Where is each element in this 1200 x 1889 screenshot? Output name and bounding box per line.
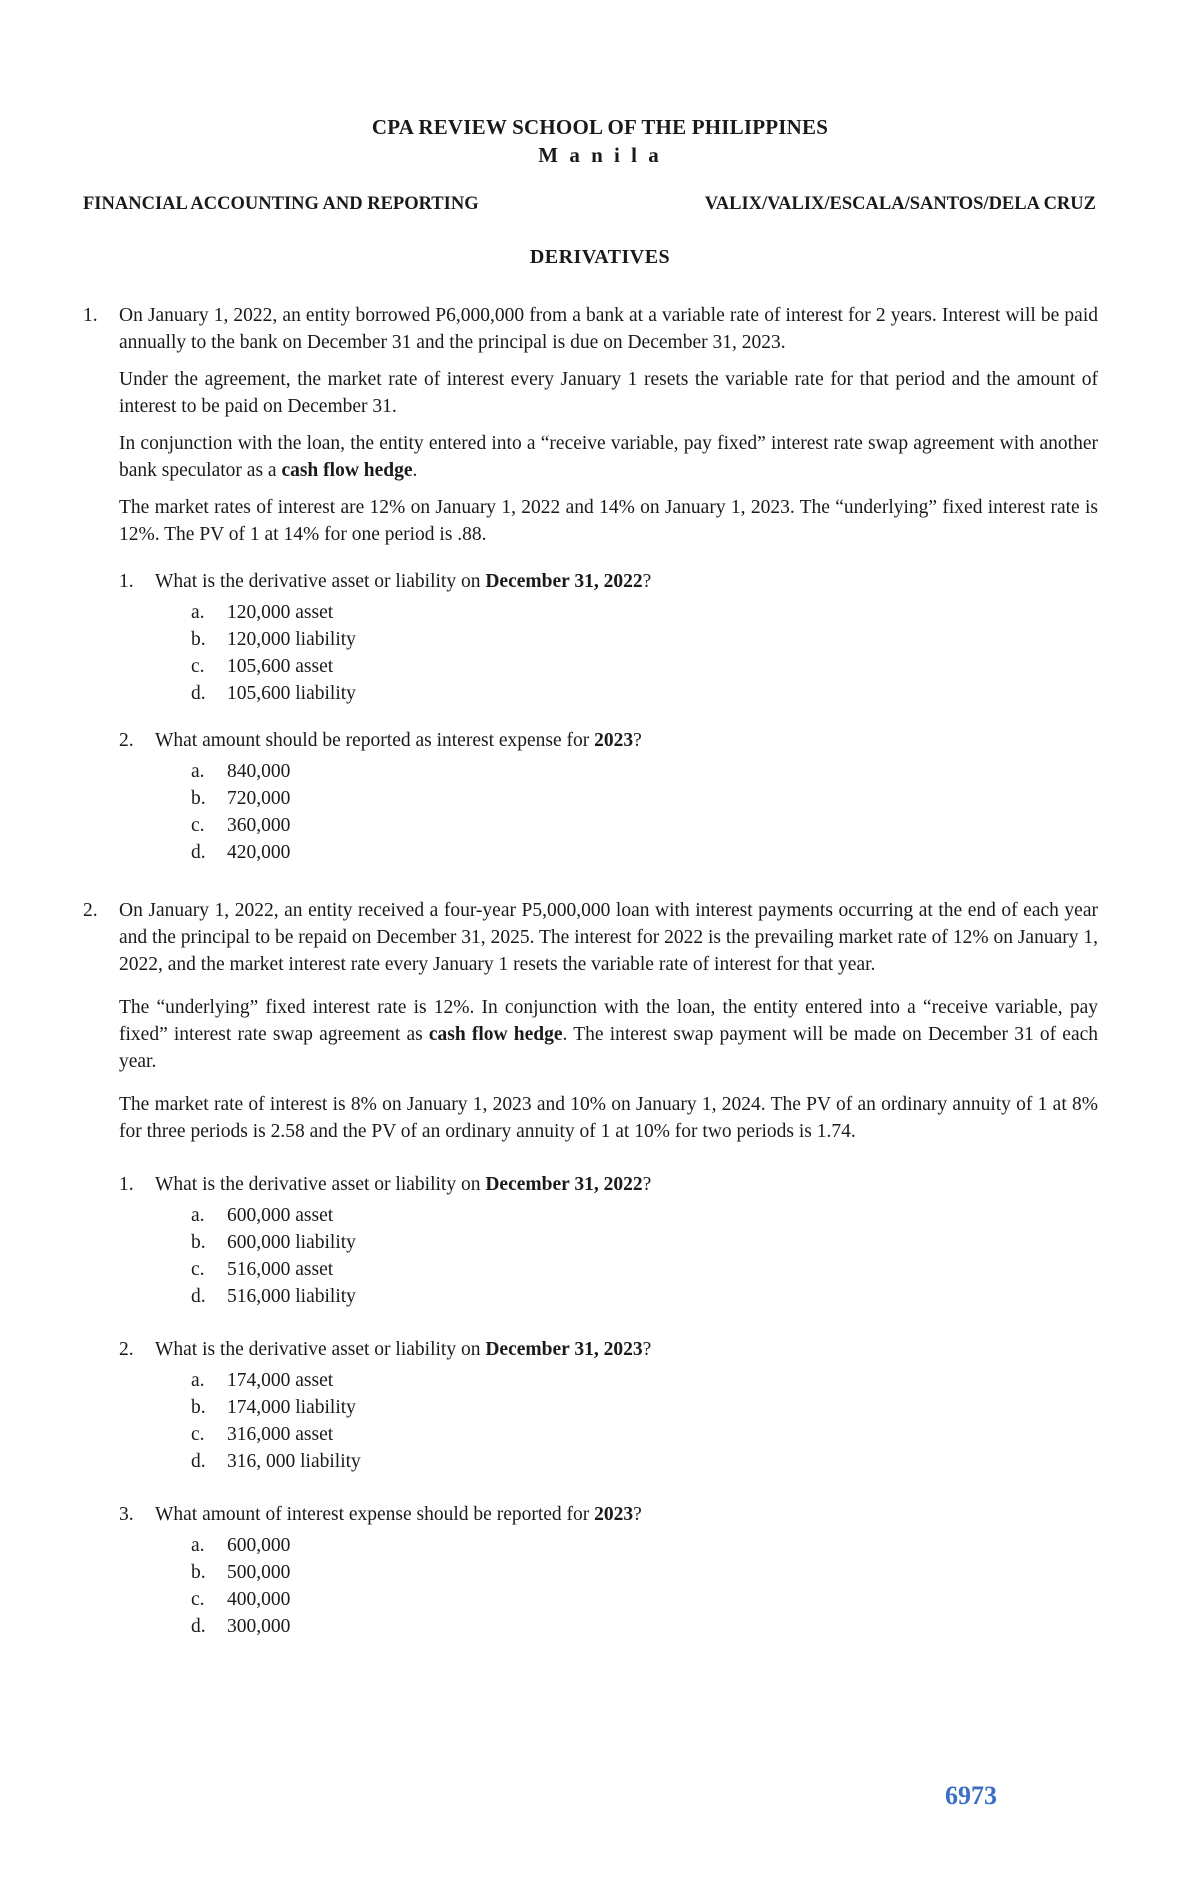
choice-letter: c. bbox=[191, 815, 205, 836]
question-text-part: What amount should be reported as interest expense for bbox=[155, 730, 595, 751]
paragraph-emphasis: cash flow hedge bbox=[281, 460, 413, 481]
choice-text: 120,000 asset bbox=[227, 602, 334, 623]
problem-2 bbox=[83, 897, 1098, 1640]
choice-text: 840,000 bbox=[227, 761, 291, 782]
question-text bbox=[155, 1336, 1098, 1363]
choice-letter: d. bbox=[191, 1451, 206, 1472]
paragraph-text: In conjunction with the loan, the entity entered into a “receive variable, pay fixed” interest rate swap agreement with another bank speculator as a bbox=[119, 433, 1098, 481]
choice-letter: b. bbox=[191, 788, 206, 809]
choice-letter: b. bbox=[191, 629, 206, 650]
choice-letter: b. bbox=[191, 1397, 206, 1418]
question-text-part: ? bbox=[633, 1504, 642, 1525]
choice-a bbox=[191, 1367, 1098, 1394]
problem-paragraph: The market rate of interest is 8% on January 1, 2023 and 10% on January 1, 2024. The PV of an ordinary annuity of 1 at 8% for three periods is 2.58 and the PV of an ordinary annuity of 1 at 10% for two periods is 1.74. bbox=[119, 1094, 1098, 1142]
choice-text: 105,600 liability bbox=[227, 683, 356, 704]
school-name: CPA REVIEW SCHOOL OF THE PHILIPPINES bbox=[371, 115, 829, 139]
choice-letter: b. bbox=[191, 1562, 206, 1583]
question-2-2 bbox=[119, 1336, 1098, 1475]
choice-b bbox=[191, 626, 1098, 653]
question-text-part: ? bbox=[633, 730, 642, 751]
choice-letter: d. bbox=[191, 683, 206, 704]
choice-text: 500,000 bbox=[227, 1562, 291, 1583]
problem-1 bbox=[83, 302, 1098, 866]
choice-letter: a. bbox=[191, 602, 205, 623]
question-number: 1. bbox=[119, 571, 134, 592]
question-number: 2. bbox=[119, 1339, 134, 1360]
choice-text: 105,600 asset bbox=[227, 656, 334, 677]
choice-text: 516,000 asset bbox=[227, 1259, 334, 1280]
choice-a bbox=[191, 1532, 1098, 1559]
choice-b bbox=[191, 785, 1098, 812]
choice-letter: c. bbox=[191, 656, 205, 677]
choice-text: 120,000 liability bbox=[227, 629, 356, 650]
question-1-1 bbox=[119, 568, 1098, 707]
question-number: 2. bbox=[119, 730, 134, 751]
choice-text: 316,000 asset bbox=[227, 1424, 334, 1445]
choice-list bbox=[191, 1532, 1098, 1640]
problem-paragraph: Under the agreement, the market rate of interest every January 1 resets the variable rate for that period and the amount of interest to be paid on December 31. bbox=[119, 369, 1098, 417]
problem-paragraph bbox=[119, 994, 1098, 1075]
choice-a bbox=[191, 1202, 1098, 1229]
choice-letter: d. bbox=[191, 1616, 206, 1637]
choice-d bbox=[191, 839, 1098, 866]
choice-text: 720,000 bbox=[227, 788, 291, 809]
question-2-1 bbox=[119, 1171, 1098, 1310]
problem-paragraph: On January 1, 2022, an entity borrowed P6,000,000 from a bank at a variable rate of interest for 2 years. Interest will be paid annually to the bank on December 31 and the principal is due on December 31, 2023. bbox=[119, 305, 1098, 353]
choice-text: 400,000 bbox=[227, 1589, 291, 1610]
question-emphasis: December 31, 2022 bbox=[485, 571, 643, 592]
problem-paragraph: On January 1, 2022, an entity received a four-year P5,000,000 loan with interest payments occurring at the end of each year and the principal to be repaid on December 31, 2025. The interest for 2022 is the prevailing market rate of 12% on January 1, 2022, and the market interest rate every January 1 resets the variable rate of interest for that year. bbox=[119, 900, 1098, 975]
question-text bbox=[155, 1501, 1098, 1528]
choice-letter: d. bbox=[191, 1286, 206, 1307]
question-emphasis: December 31, 2022 bbox=[485, 1174, 643, 1195]
question-2-3 bbox=[119, 1501, 1098, 1640]
question-text bbox=[155, 727, 1098, 754]
question-text bbox=[155, 568, 1098, 595]
choice-c bbox=[191, 1421, 1098, 1448]
authors: VALIX/VALIX/ESCALA/SANTOS/DELA CRUZ bbox=[704, 194, 1096, 214]
choice-text: 600,000 bbox=[227, 1535, 291, 1556]
choice-list bbox=[191, 1202, 1098, 1310]
choice-letter: a. bbox=[191, 1205, 205, 1226]
choice-letter: c. bbox=[191, 1259, 205, 1280]
choice-letter: b. bbox=[191, 1232, 206, 1253]
question-1-2 bbox=[119, 727, 1098, 866]
problem-number: 1. bbox=[83, 305, 98, 326]
choice-text: 174,000 liability bbox=[227, 1397, 356, 1418]
choice-d bbox=[191, 680, 1098, 707]
choice-d bbox=[191, 1448, 1098, 1475]
question-text-part: What amount of interest expense should be reported for bbox=[155, 1504, 595, 1525]
problem-number: 2. bbox=[83, 900, 98, 921]
choice-letter: c. bbox=[191, 1589, 205, 1610]
choice-letter: d. bbox=[191, 842, 206, 863]
choice-text: 600,000 liability bbox=[227, 1232, 356, 1253]
question-text bbox=[155, 1171, 1098, 1198]
choice-a bbox=[191, 599, 1098, 626]
choice-list bbox=[191, 1367, 1098, 1475]
question-emphasis: December 31, 2023 bbox=[485, 1339, 643, 1360]
question-text-part: What is the derivative asset or liability on bbox=[155, 1339, 486, 1360]
choice-text: 516,000 liability bbox=[227, 1286, 356, 1307]
choice-b bbox=[191, 1394, 1098, 1421]
choice-list bbox=[191, 599, 1098, 707]
question-number: 3. bbox=[119, 1504, 134, 1525]
choice-letter: a. bbox=[191, 1535, 205, 1556]
choice-list bbox=[191, 758, 1098, 866]
question-text-part: ? bbox=[642, 1339, 652, 1360]
page-number: 6973 bbox=[945, 1781, 997, 1810]
choice-text: 360,000 bbox=[227, 815, 291, 836]
paragraph-emphasis: cash flow hedge bbox=[428, 1024, 563, 1045]
choice-b bbox=[191, 1559, 1098, 1586]
choice-c bbox=[191, 1256, 1098, 1283]
question-emphasis: 2023 bbox=[594, 1504, 634, 1525]
choice-b bbox=[191, 1229, 1098, 1256]
paragraph-text: . bbox=[412, 460, 418, 481]
choice-a bbox=[191, 758, 1098, 785]
paragraph-text: The “underlying” fixed interest rate is 12%. In conjunction with the loan, the entity entered into a “receive variable, pay fixed” interest rate swap agreement as bbox=[119, 997, 1098, 1045]
school-city: M a n i l a bbox=[538, 143, 662, 167]
choice-letter: a. bbox=[191, 761, 205, 782]
choice-d bbox=[191, 1283, 1098, 1310]
choice-c bbox=[191, 1586, 1098, 1613]
question-emphasis: 2023 bbox=[594, 730, 634, 751]
choice-text: 300,000 bbox=[227, 1616, 291, 1637]
choice-text: 600,000 asset bbox=[227, 1205, 334, 1226]
question-text-part: ? bbox=[642, 571, 652, 592]
choice-text: 174,000 asset bbox=[227, 1370, 334, 1391]
choice-text: 420,000 bbox=[227, 842, 291, 863]
choice-letter: a. bbox=[191, 1370, 205, 1391]
question-text-part: What is the derivative asset or liability on bbox=[155, 571, 486, 592]
question-number: 1. bbox=[119, 1174, 134, 1195]
question-text-part: ? bbox=[642, 1174, 652, 1195]
choice-text: 316, 000 liability bbox=[227, 1451, 361, 1472]
subject-title: FINANCIAL ACCOUNTING AND REPORTING bbox=[83, 194, 479, 214]
choice-c bbox=[191, 812, 1098, 839]
choice-d bbox=[191, 1613, 1098, 1640]
problem-paragraph bbox=[119, 430, 1098, 484]
choice-letter: c. bbox=[191, 1424, 205, 1445]
topic-title: DERIVATIVES bbox=[529, 246, 671, 268]
paragraph-text: . The interest swap payment will be made on December 31 of each year. bbox=[119, 1024, 1099, 1072]
problem-paragraph: The market rates of interest are 12% on January 1, 2022 and 14% on January 1, 2023. The “underlying” fixed interest rate is 12%. The PV of 1 at 14% for one period is .88. bbox=[119, 497, 1098, 545]
choice-c bbox=[191, 653, 1098, 680]
question-text-part: What is the derivative asset or liability on bbox=[155, 1174, 486, 1195]
